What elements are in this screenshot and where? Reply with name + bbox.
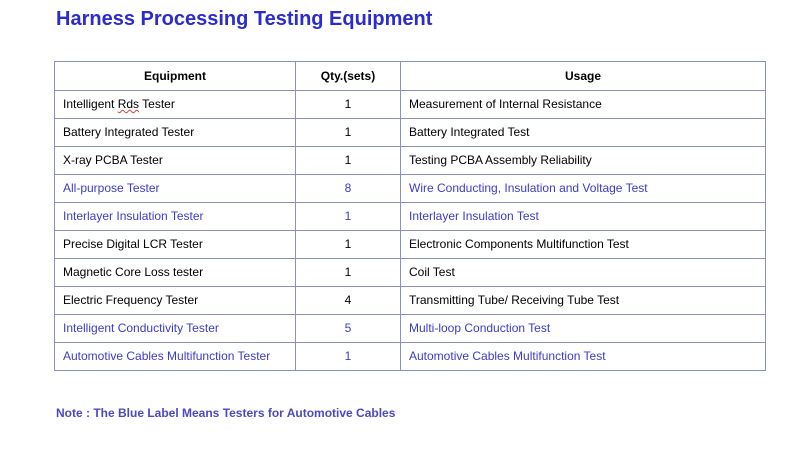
table-row — [55, 259, 766, 287]
equipment-cell: Intelligent Conductivity Tester — [55, 315, 296, 343]
equipment-cell: All-purpose Tester — [55, 175, 296, 203]
table-row — [55, 175, 766, 203]
usage-cell: Transmitting Tube/ Receiving Tube Test — [401, 287, 766, 315]
qty-cell: 1 — [296, 231, 401, 259]
usage-cell: Multi-loop Conduction Test — [401, 315, 766, 343]
usage-cell: Electronic Components Multifunction Test — [401, 231, 766, 259]
qty-cell: 8 — [296, 175, 401, 203]
table-row — [55, 91, 766, 119]
table-row — [55, 315, 766, 343]
table-row — [55, 287, 766, 315]
table-row — [55, 343, 766, 371]
table-body — [55, 91, 766, 371]
table-row — [55, 231, 766, 259]
qty-cell: 4 — [296, 287, 401, 315]
header-usage: Usage — [401, 62, 766, 91]
usage-cell: Automotive Cables Multifunction Test — [401, 343, 766, 371]
qty-cell: 1 — [296, 91, 401, 119]
table-row — [55, 119, 766, 147]
usage-cell: Coil Test — [401, 259, 766, 287]
usage-cell: Wire Conducting, Insulation and Voltage Test — [401, 175, 766, 203]
equipment-cell: Automotive Cables Multifunction Tester — [55, 343, 296, 371]
equipment-cell: X-ray PCBA Tester — [55, 147, 296, 175]
equipment-cell: Battery Integrated Tester — [55, 119, 296, 147]
usage-cell: Battery Integrated Test — [401, 119, 766, 147]
spellcheck-flagged-word: Rds — [117, 97, 140, 111]
equipment-cell: Interlayer Insulation Tester — [55, 203, 296, 231]
table-row — [55, 147, 766, 175]
equipment-cell: Precise Digital LCR Tester — [55, 231, 296, 259]
qty-cell: 1 — [296, 147, 401, 175]
footnote: Note : The Blue Label Means Testers for Automotive Cables — [56, 406, 396, 420]
qty-cell: 1 — [296, 203, 401, 231]
usage-cell: Testing PCBA Assembly Reliability — [401, 147, 766, 175]
equipment-cell: Magnetic Core Loss tester — [55, 259, 296, 287]
qty-cell: 5 — [296, 315, 401, 343]
header-qty: Qty.(sets) — [296, 62, 401, 91]
equipment-cell — [55, 91, 296, 119]
header-equipment: Equipment — [55, 62, 296, 91]
table-header-row — [55, 62, 766, 91]
equipment-cell: Electric Frequency Tester — [55, 287, 296, 315]
usage-cell: Interlayer Insulation Test — [401, 203, 766, 231]
qty-cell: 1 — [296, 343, 401, 371]
table-header — [55, 62, 766, 91]
equipment-word: Tester — [139, 97, 175, 111]
equipment-word: Intelligent — [63, 97, 118, 111]
table-row — [55, 203, 766, 231]
qty-cell: 1 — [296, 119, 401, 147]
page-title: Harness Processing Testing Equipment — [56, 8, 433, 30]
equipment-table — [54, 61, 766, 371]
qty-cell: 1 — [296, 259, 401, 287]
usage-cell: Measurement of Internal Resistance — [401, 91, 766, 119]
